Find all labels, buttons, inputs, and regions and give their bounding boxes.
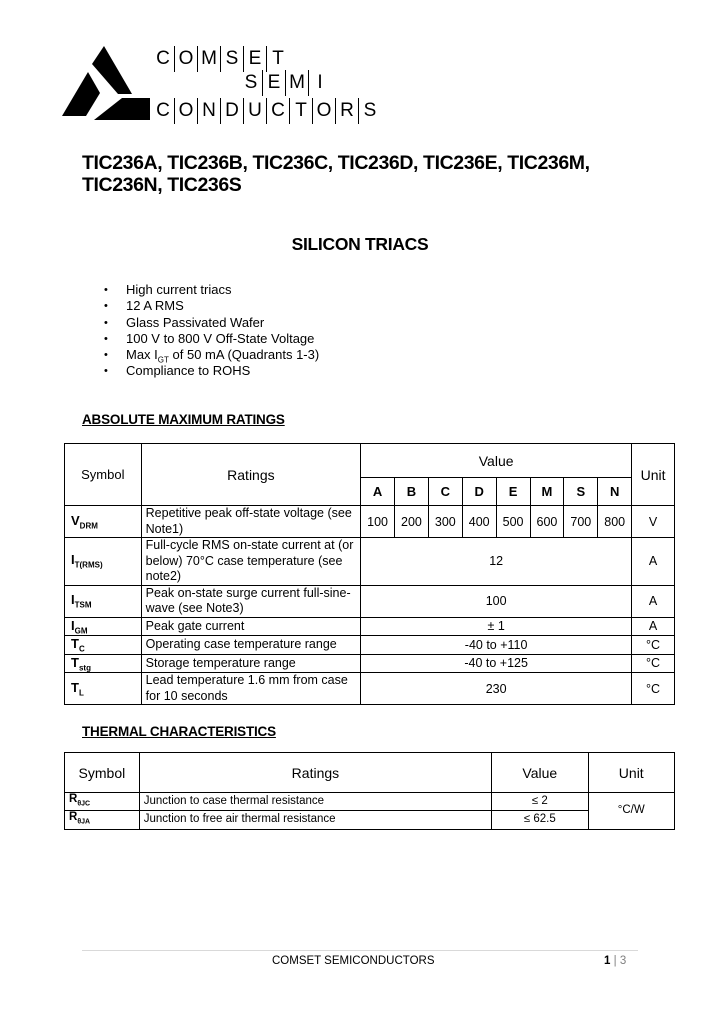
unit-cell: A (632, 538, 675, 586)
table-row (65, 538, 675, 586)
bullet-icon: • (104, 284, 108, 296)
value-cell: -40 to +110 (361, 636, 632, 655)
table-row (65, 654, 675, 673)
logo-row-conductors: C O N D U C T O R S (152, 98, 381, 124)
rating-cell: Lead temperature 1.6 mm from case for 10 seconds (141, 673, 360, 705)
header-value: Value (492, 753, 588, 793)
table-row (65, 506, 675, 538)
value-cell: 100 (361, 585, 632, 617)
table-row (65, 793, 675, 811)
grade-c: C (428, 478, 462, 506)
table-row (65, 585, 675, 617)
logo-row-semi: S E M I (240, 70, 331, 96)
bullet-icon: • (104, 349, 108, 362)
thermal-characteristics-table (64, 752, 675, 830)
value-cell: 230 (361, 673, 632, 705)
current-page: 1 (604, 955, 611, 967)
footer-divider (82, 950, 638, 951)
thermal-heading: THERMAL CHARACTERISTICS (82, 724, 276, 739)
symbol-cell: $V_{DRM}$ (65, 506, 142, 538)
value-cell: 500 (496, 506, 530, 538)
feature-list (100, 282, 319, 380)
footer-company: COMSET SEMICONDUCTORS (272, 955, 435, 967)
value-cell: 12 (361, 538, 632, 586)
unit-cell: °C (632, 654, 675, 673)
grade-e: E (496, 478, 530, 506)
header-unit: Unit (632, 444, 675, 506)
unit-cell: °C/W (588, 793, 675, 830)
unit-cell: V (632, 506, 675, 538)
grade-b: B (395, 478, 429, 506)
header-symbol: Symbol (65, 753, 140, 793)
part-numbers-title (82, 152, 590, 196)
unit-cell: A (632, 585, 675, 617)
symbol-cell: $T_{stg}$ (65, 654, 142, 673)
absolute-max-ratings-table (64, 443, 675, 705)
value-cell: 400 (462, 506, 496, 538)
rating-cell: Peak gate current (141, 617, 360, 636)
bullet-icon: • (104, 300, 108, 313)
rating-cell: Junction to free air thermal resistance (139, 811, 491, 829)
rating-cell: Operating case temperature range (141, 636, 360, 655)
company-logo (60, 40, 400, 130)
document-subtitle: SILICON TRIACS (291, 234, 429, 254)
bullet-icon: • (104, 316, 108, 329)
value-cell: 100 (361, 506, 395, 538)
symbol-cell: $I_{TSM}$ (65, 585, 142, 617)
grade-d: D (462, 478, 496, 506)
table-row (65, 673, 675, 705)
table-header-row (65, 444, 675, 478)
table-row (65, 811, 675, 829)
header-symbol: Symbol (65, 444, 142, 506)
amr-heading: ABSOLUTE MAXIMUM RATINGS (82, 412, 285, 427)
title-line-1: TIC236A, TIC236B, TIC236C, TIC236D, TIC236E, TIC236M, (82, 152, 590, 174)
header-ratings: Ratings (141, 444, 360, 506)
grade-s: S (564, 478, 598, 506)
grade-a: A (361, 478, 395, 506)
value-cell: 600 (530, 506, 564, 538)
page-separator: | (613, 955, 617, 967)
bullet-icon: • (104, 332, 108, 345)
table-row (65, 636, 675, 655)
total-pages: 3 (619, 955, 627, 967)
list-item: • Compliance to ROHS (104, 363, 251, 379)
value-cell: 300 (428, 506, 462, 538)
list-item: • 100 V to 800 V Off-State Voltage (104, 330, 315, 346)
table-header-row (65, 753, 675, 793)
value-cell: ± 1 (361, 617, 632, 636)
header-value: Value (361, 444, 632, 478)
rating-cell: Junction to case thermal resistance (139, 793, 491, 811)
rating-cell: Peak on-state surge current full-sine-wave (see Note3) (141, 585, 360, 617)
logo-row-comset: C O M S E T (152, 46, 289, 72)
page-indicator (604, 955, 626, 967)
unit-cell: A (632, 617, 675, 636)
symbol-cell: $R_{\theta JA}$ (65, 811, 140, 829)
unit-cell: °C (632, 636, 675, 655)
value-cell: 800 (598, 506, 632, 538)
symbol-cell: $R_{\theta JC}$ (65, 793, 140, 811)
header-unit: Unit (588, 753, 675, 793)
symbol-cell: $T_L$ (65, 673, 142, 705)
title-line-2: TIC236N, TIC236S (82, 174, 242, 196)
triangle-logo-icon (60, 46, 152, 120)
symbol-cell: $I_{T(RMS)}$ (65, 538, 142, 586)
list-item: • 12 A RMS (104, 298, 184, 314)
unit-cell: °C (632, 673, 675, 705)
bullet-icon: • (104, 365, 108, 378)
rating-cell: Full-cycle RMS on-state current at (or below) 70°C case temperature (see note2) (141, 538, 360, 586)
grade-m: M (530, 478, 564, 506)
rating-cell: Repetitive peak off-state voltage (see Note1) (141, 506, 360, 538)
value-cell: 700 (564, 506, 598, 538)
list-item: • High current triacs (104, 282, 232, 297)
value-cell: ≤ 62.5 (492, 811, 588, 829)
grade-n: N (598, 478, 632, 506)
symbol-cell: $I_{GM}$ (65, 617, 142, 636)
value-cell: ≤ 2 (492, 793, 588, 811)
symbol-cell: $T_C$ (65, 636, 142, 655)
header-ratings: Ratings (139, 753, 491, 793)
list-item: • Glass Passivated Wafer (104, 314, 265, 330)
table-row (65, 617, 675, 636)
value-cell: 200 (395, 506, 429, 538)
list-item: • Max $I_{GT}$ of 50 mA (Quadrants 1-3) (104, 347, 320, 365)
value-cell: -40 to +125 (361, 654, 632, 673)
rating-cell: Storage temperature range (141, 654, 360, 673)
